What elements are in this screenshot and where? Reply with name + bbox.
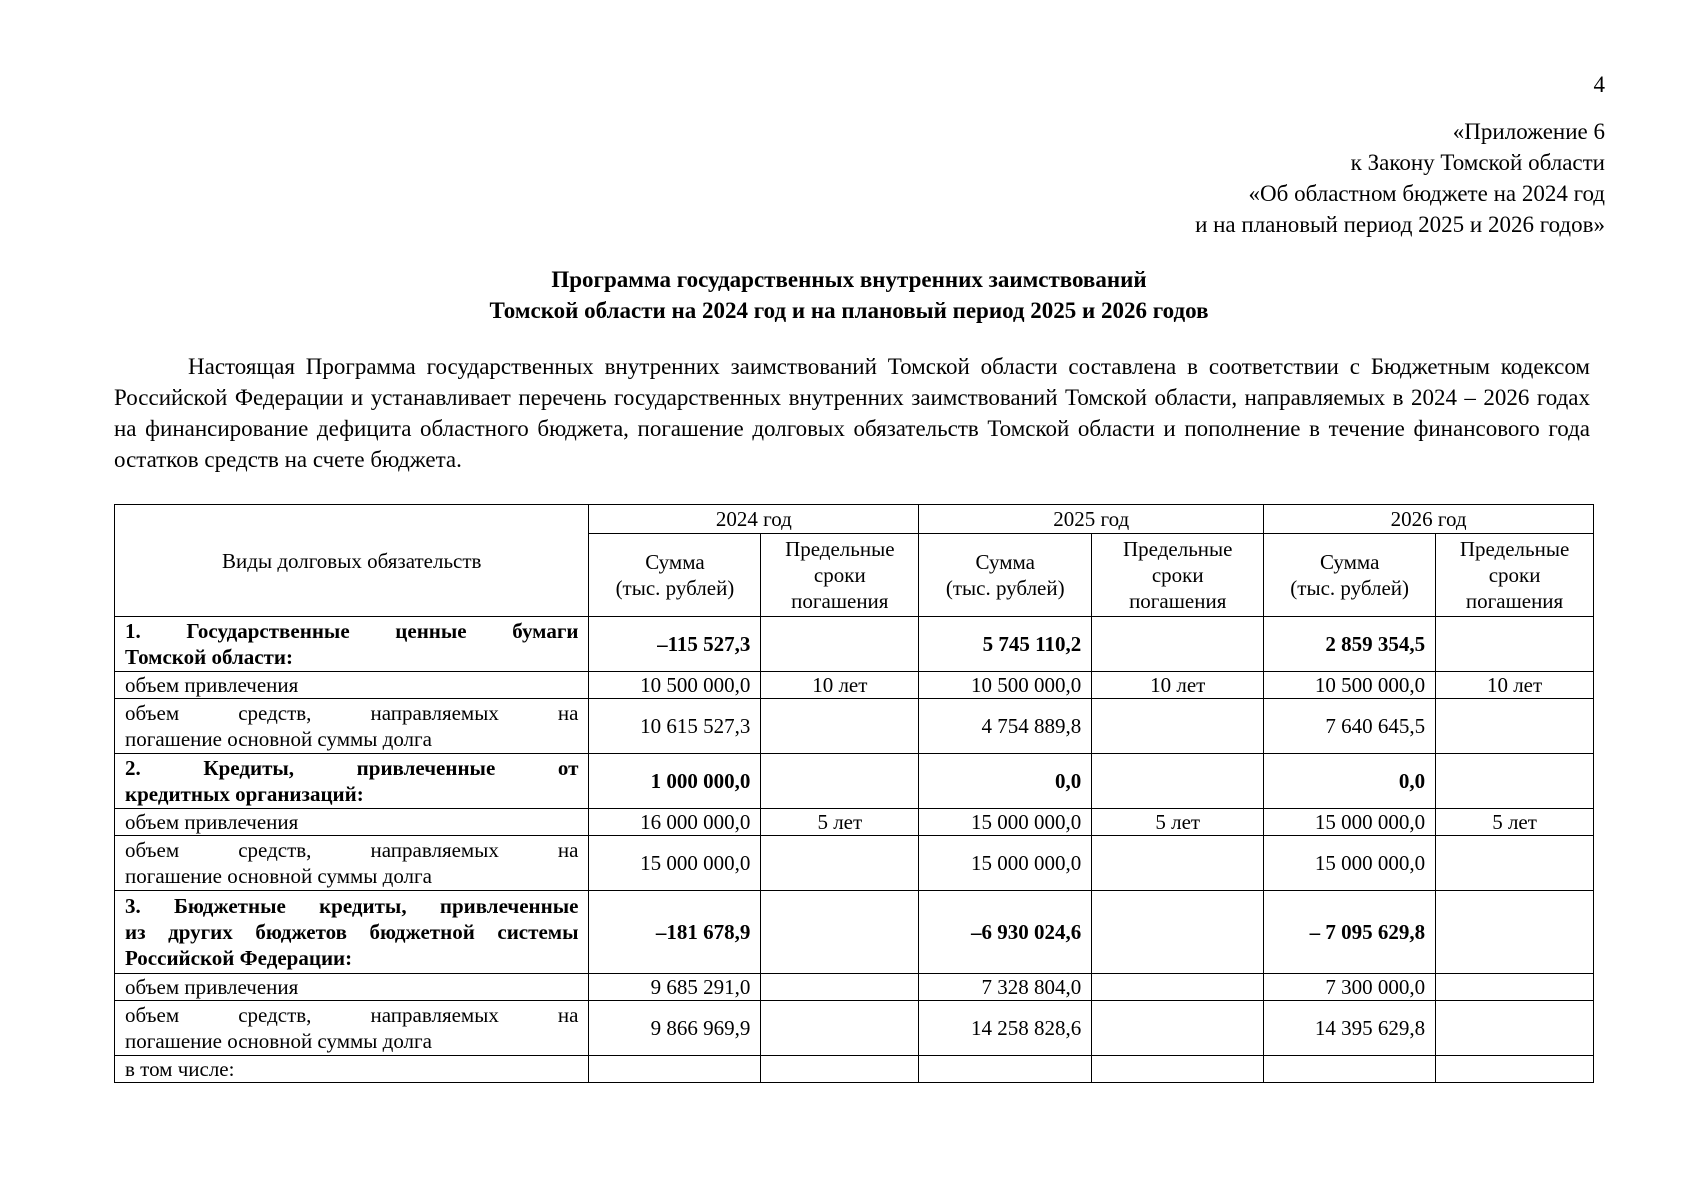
- term-cell-2026: [1436, 754, 1594, 809]
- term-cell-2025: 5 лет: [1092, 809, 1264, 836]
- term-header: Предельные сроки погашения: [1092, 534, 1264, 617]
- table-row: [115, 1056, 1594, 1083]
- term-cell-2025: [1092, 699, 1264, 754]
- term-cell-2024: [761, 1056, 919, 1083]
- page-number: 4: [1593, 72, 1605, 97]
- sum-cell-2025: [919, 1056, 1092, 1083]
- sum-cell-2025: –6 930 024,6: [919, 891, 1092, 974]
- sum-cell-2024: 16 000 000,0: [589, 809, 761, 836]
- table-row: [115, 836, 1594, 891]
- sum-cell-2026: 2 859 354,5: [1264, 617, 1436, 672]
- kind-cell: объем привлечения: [115, 809, 589, 836]
- intro-paragraph: Настоящая Программа государственных внутренних заимствований Томской области составлена в соответствии с Бюджетным кодексом Российской Федерации и устанавливает перечень государственных внутренних заимствований Томской области, направляемых в 2024 – 2026 годах на финансирование дефицита областного бюджета, погашение долговых обязательств Томской области и пополнение в течение финансового года остатков средств на счете бюджета.: [114, 354, 1590, 472]
- sum-cell-2024: [589, 1056, 761, 1083]
- sum-cell-2026: 7 300 000,0: [1264, 974, 1436, 1001]
- table-row: [115, 891, 1594, 974]
- term-cell-2025: [1092, 754, 1264, 809]
- appendix-line: «Приложение 6: [1452, 119, 1605, 144]
- sum-cell-2024: 9 866 969,9: [589, 1001, 761, 1056]
- term-cell-2026: [1436, 617, 1594, 672]
- term-cell-2026: 5 лет: [1436, 809, 1594, 836]
- table-row: [115, 974, 1594, 1001]
- term-cell-2026: 10 лет: [1436, 672, 1594, 699]
- sum-cell-2025: 7 328 804,0: [919, 974, 1092, 1001]
- term-cell-2025: [1092, 617, 1264, 672]
- term-cell-2024: [761, 754, 919, 809]
- appendix-reference: [1195, 116, 1605, 240]
- sum-header: Сумма (тыс. рублей): [1264, 534, 1436, 617]
- sum-cell-2026: 15 000 000,0: [1264, 809, 1436, 836]
- sum-cell-2024: 10 615 527,3: [589, 699, 761, 754]
- sum-cell-2026: [1264, 1056, 1436, 1083]
- sum-cell-2025: 5 745 110,2: [919, 617, 1092, 672]
- sum-cell-2026: 14 395 629,8: [1264, 1001, 1436, 1056]
- term-cell-2025: [1092, 1056, 1264, 1083]
- title-line: Томской области на 2024 год и на плановый период 2025 и 2026 годов: [489, 298, 1209, 323]
- term-cell-2026: [1436, 1056, 1594, 1083]
- sum-cell-2024: 9 685 291,0: [589, 974, 761, 1001]
- sum-cell-2026: – 7 095 629,8: [1264, 891, 1436, 974]
- kind-cell: объем привлечения: [115, 974, 589, 1001]
- table-row: [115, 754, 1594, 809]
- term-cell-2026: [1436, 699, 1594, 754]
- year-header-2024: 2024 год: [589, 505, 919, 534]
- term-header: Предельные сроки погашения: [1436, 534, 1594, 617]
- appendix-line: к Закону Томской области: [1350, 150, 1605, 175]
- title-line: Программа государственных внутренних заимствований: [551, 267, 1147, 292]
- term-cell-2025: [1092, 974, 1264, 1001]
- term-header: Предельные сроки погашения: [761, 534, 919, 617]
- sum-header: Сумма (тыс. рублей): [589, 534, 761, 617]
- term-cell-2024: [761, 699, 919, 754]
- term-cell-2025: [1092, 891, 1264, 974]
- borrowing-program-table: [114, 504, 1594, 1083]
- term-cell-2024: [761, 836, 919, 891]
- sum-cell-2025: 14 258 828,6: [919, 1001, 1092, 1056]
- kind-cell: объем средств, направляемых на погашение основной суммы долга: [115, 836, 589, 891]
- sum-cell-2025: 4 754 889,8: [919, 699, 1092, 754]
- sum-cell-2026: 10 500 000,0: [1264, 672, 1436, 699]
- sum-cell-2026: 7 640 645,5: [1264, 699, 1436, 754]
- table-row: [115, 672, 1594, 699]
- term-cell-2025: 10 лет: [1092, 672, 1264, 699]
- term-cell-2026: [1436, 974, 1594, 1001]
- sum-cell-2025: 15 000 000,0: [919, 836, 1092, 891]
- term-cell-2026: [1436, 836, 1594, 891]
- term-cell-2025: [1092, 836, 1264, 891]
- appendix-line: «Об областном бюджете на 2024 год: [1248, 181, 1605, 206]
- sum-cell-2024: 15 000 000,0: [589, 836, 761, 891]
- kind-cell: 3. Бюджетные кредиты, привлеченные из других бюджетов бюджетной системы Российской Федерации:: [115, 891, 589, 974]
- sum-cell-2024: –115 527,3: [589, 617, 761, 672]
- sum-cell-2024: 1 000 000,0: [589, 754, 761, 809]
- appendix-line: и на плановый период 2025 и 2026 годов»: [1195, 212, 1605, 237]
- kind-cell: объем средств, направляемых на погашение основной суммы долга: [115, 1001, 589, 1056]
- kind-cell: объем средств, направляемых на погашение основной суммы долга: [115, 699, 589, 754]
- kind-column-header: Виды долговых обязательств: [115, 505, 589, 617]
- term-cell-2024: 10 лет: [761, 672, 919, 699]
- term-cell-2024: [761, 891, 919, 974]
- table-row: [115, 1001, 1594, 1056]
- kind-cell: 2. Кредиты, привлеченные от кредитных организаций:: [115, 754, 589, 809]
- term-cell-2024: 5 лет: [761, 809, 919, 836]
- sum-cell-2025: 15 000 000,0: [919, 809, 1092, 836]
- sum-cell-2024: –181 678,9: [589, 891, 761, 974]
- term-cell-2026: [1436, 891, 1594, 974]
- sum-header: Сумма (тыс. рублей): [919, 534, 1092, 617]
- sum-cell-2025: 0,0: [919, 754, 1092, 809]
- sum-cell-2026: 15 000 000,0: [1264, 836, 1436, 891]
- year-header-2026: 2026 год: [1264, 505, 1594, 534]
- kind-cell: в том числе:: [115, 1056, 589, 1083]
- table-row: [115, 617, 1594, 672]
- term-cell-2025: [1092, 1001, 1264, 1056]
- year-header-2025: 2025 год: [919, 505, 1264, 534]
- term-cell-2024: [761, 617, 919, 672]
- table-row: [115, 699, 1594, 754]
- table-row: [115, 809, 1594, 836]
- term-cell-2024: [761, 1001, 919, 1056]
- sum-cell-2025: 10 500 000,0: [919, 672, 1092, 699]
- document-title: [0, 264, 1698, 326]
- term-cell-2026: [1436, 1001, 1594, 1056]
- kind-cell: 1. Государственные ценные бумаги Томской области:: [115, 617, 589, 672]
- kind-cell: объем привлечения: [115, 672, 589, 699]
- term-cell-2024: [761, 974, 919, 1001]
- sum-cell-2024: 10 500 000,0: [589, 672, 761, 699]
- sum-cell-2026: 0,0: [1264, 754, 1436, 809]
